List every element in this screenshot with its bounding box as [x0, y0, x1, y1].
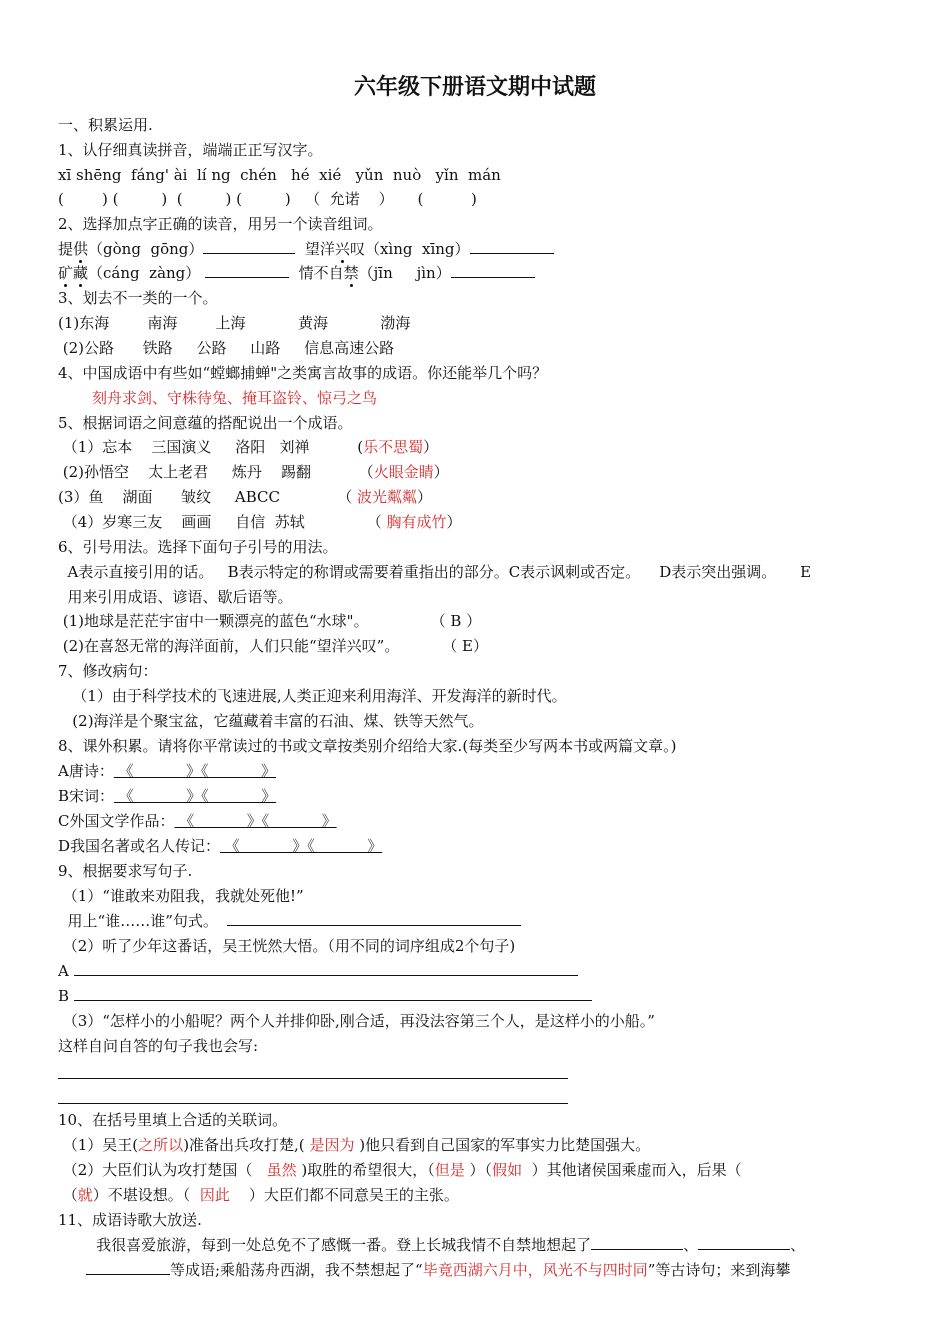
q9-part-1: （1）“谁敢来劝阻我，我就处死他!” [58, 887, 304, 905]
q11-line-2: 等成语;乘船荡舟西湖，我不禁想起了“毕竟西湖六月中，风光不与四时同”等古诗句；来到海攀 [86, 1259, 790, 1281]
q9-part-2: （2）听了少年这番话，吴王恍然大悟。（用不同的词序组成2个句子) [58, 937, 516, 955]
q6-sentence-1: (1)地球是茫茫宇宙中一颗漂亮的蓝色“水球"。 （ B ） [58, 612, 482, 630]
q9-stem: 9、根据要求写句子. [58, 862, 193, 880]
q3-line-2: (2)公路 铁路 公路 山路 信息高速公路 [58, 339, 395, 357]
q6-sentence-2: (2)在喜怒无常的海洋面前，人们只能“望洋兴叹”。 （ E） [58, 637, 488, 655]
q6-options: A表示直接引用的话。 B表示特定的称谓或需要着重指出的部分。C表示讽刺或否定。 D表示突出强调。 E [58, 563, 812, 581]
q6-stem: 6、引号用法。选择下面句子引号的用法。 [58, 538, 338, 556]
q11-stem: 11、成语诗歌大放送. [58, 1211, 202, 1229]
q8-c: C外国文学作品： 《 》《 》 [58, 812, 337, 830]
q9-answer-a: A [58, 960, 578, 982]
page-title: 六年级下册语文期中试题 [353, 75, 596, 100]
q11-line-1: 我很喜爱旅游，每到一处总免不了感慨一番。登上长城我情不自禁地想起了 、 、 [58, 1236, 806, 1254]
q2-line-1: 提供（gòng gōng） 望洋兴叹（xìng xīng） [58, 238, 554, 260]
q3-stem: 3、划去不一类的一个。 [58, 289, 218, 307]
q5-row: （1）忘本 三国演义 洛阳 刘禅 (乐不思蜀） [58, 438, 439, 456]
q4-stem: 4、中国成语中有些如“螳螂捕蝉"之类寓言故事的成语。你还能举几个吗？ [58, 364, 548, 382]
q5-row: (3）鱼 湖面 皱纹 ABCC （ 波光粼粼） [58, 488, 433, 506]
q2-line-2: 矿藏（cáng zàng） 情不自禁（jīn jìn） [58, 262, 535, 284]
q9-part-3-task: 这样自问自答的句子我也会写: [58, 1037, 259, 1055]
q2-stem: 2、选择加点字正确的读音，用另一个读音组词。 [58, 215, 383, 233]
q1-stem: 1、认仔细真读拼音，端端正正写汉字。 [58, 141, 323, 159]
answer-line [58, 1078, 568, 1079]
q1-pinyin: xī shēng fáng' ài lí ng chén hé xié yǔn nuò yǐn mán [58, 166, 501, 184]
q8-a: A唐诗： 《 》《 》 [58, 762, 277, 780]
q7-stem: 7、修改病句： [58, 662, 158, 680]
q9-answer-b: B [58, 985, 592, 1007]
q3-line-1: (1)东海 南海 上海 黄海 渤海 [58, 314, 411, 332]
answer-line [58, 1103, 568, 1104]
q5-stem: 5、根据词语之间意蕴的搭配说出一个成语。 [58, 414, 353, 432]
q8-stem: 8、课外积累。请将你平常读过的书或文章按类别介绍给大家.(每类至少写两本书或两篇文章。) [58, 737, 677, 755]
q9-part-3: （3）“怎样小的小船呢？两个人并排仰卧,刚合适，再没法容第三个人，是这样小的小船。” [58, 1012, 655, 1030]
q10-line-3: （就）不堪设想。（ 因此 ）大臣们都不同意吴王的主张。 [58, 1186, 459, 1204]
section-heading: 一、积累运用. [58, 116, 153, 134]
q5-row: （4）岁寒三友 画画 自信 苏轼 （ 胸有成竹） [58, 513, 462, 531]
q1-blanks: ( ) ( ) ( ) ( ) （ 允诺 ） ( ) [58, 190, 477, 208]
q8-b: B宋词： 《 》《 》 [58, 787, 277, 805]
q7-sentence-2: (2)海洋是个聚宝盆，它蕴藏着丰富的石油、煤、铁等天然气。 [58, 712, 484, 730]
q8-d: D我国名著或名人传记： 《 》《 》 [58, 837, 383, 855]
q4-answer: 刻舟求剑、守株待兔、掩耳盗铃、惊弓之鸟 [92, 389, 378, 407]
q7-sentence-1: （1）由于科学技术的飞速进展,人类正迎来利用海洋、开发海洋的新时代。 [58, 687, 567, 705]
q9-part-1-task: 用上“谁……谁”句式。 [58, 910, 521, 932]
q10-line-1: （1）吴王(之所以)准备出兵攻打楚,( 是因为 )他只看到自己国家的军事实力比楚国强大。 [58, 1136, 651, 1154]
q5-row: (2)孙悟空 太上老君 炼丹 踢翻 （火眼金睛） [58, 463, 449, 481]
q6-options-cont: 用来引用成语、谚语、歇后语等。 [58, 588, 293, 606]
q10-line-2: （2）大臣们认为攻打楚国（ 虽然 )取胜的希望很大，（但是 ）（假如 ）其他诸侯国乘虚而入，后果（ [58, 1161, 742, 1179]
q10-stem: 10、在括号里填上合适的关联词。 [58, 1111, 288, 1129]
